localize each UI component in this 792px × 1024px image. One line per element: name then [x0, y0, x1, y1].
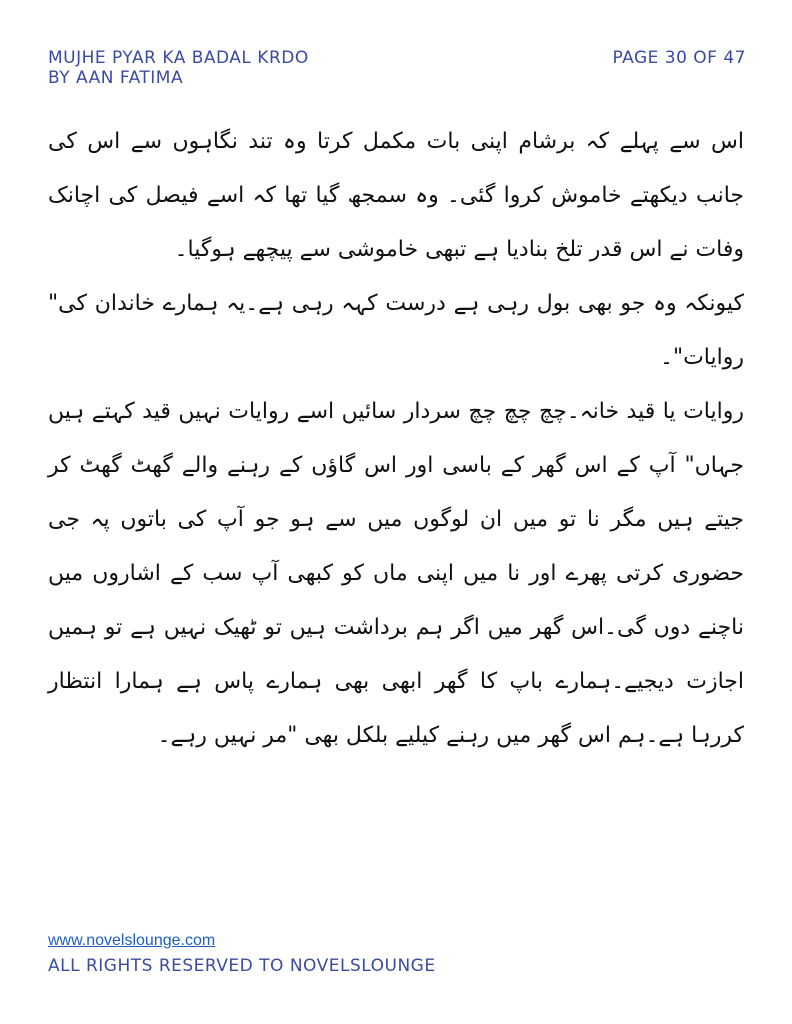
- page-number: PAGE 30 OF 47: [612, 48, 746, 68]
- paragraph: روایات یا قید خانہ۔چچ چچ چچ سردار سائیں اسے روایات نہیں قید کہتے ہیں جہاں" آپ کے اس گھر کے باسی اور اس گاؤں کے رہنے والے گھٹ گھٹ کر جیتے ہیں مگر نا تو میں ان لوگوں میں سے ہو جو آپ کی باتوں پہ جی حضوری کرتی پھرے اور نا میں اپنی ماں کو کبھی آپ سب کے اشاروں میں ناچنے دوں گی۔اس گھر میں اگر ہم برداشت ہیں تو ٹھیک نہیں ہے تو ہمیں اجازت دیجیے۔ہمارے باپ کا گھر ابھی بھی ہمارے پاس ہے ہمارا انتظار کررہا ہے۔ہم اس گھر میں رہنے کیلیے بلکل بھی "مر نہیں رہے۔: [48, 399, 744, 748]
- paragraph: کیونکہ وہ جو بھی بول رہی ہے درست کہہ رہی ہے۔یہ ہمارے خاندان کی" روایات"۔: [48, 291, 744, 370]
- author-name: BY AAN FATIMA: [48, 68, 184, 88]
- paragraph: اس سے پہلے کہ برشام اپنی بات مکمل کرتا وہ تند نگاہوں سے اس کی جانب دیکھتے خاموش کروا گئی۔ وہ سمجھ گیا تھا کہ اسے فیصل کی اچانک وفات نے اس قدر تلخ بنادیا ہے تبھی خاموشی سے پیچھے ہوگیا۔: [48, 129, 744, 262]
- website-link[interactable]: www.novelslounge.com: [48, 932, 216, 949]
- story-body: [48, 115, 744, 763]
- rights-notice: ALL RIGHTS RESERVED TO NOVELSLOUNGE: [48, 956, 436, 976]
- novel-title: MUJHE PYAR KA BADAL KRDO: [48, 48, 309, 68]
